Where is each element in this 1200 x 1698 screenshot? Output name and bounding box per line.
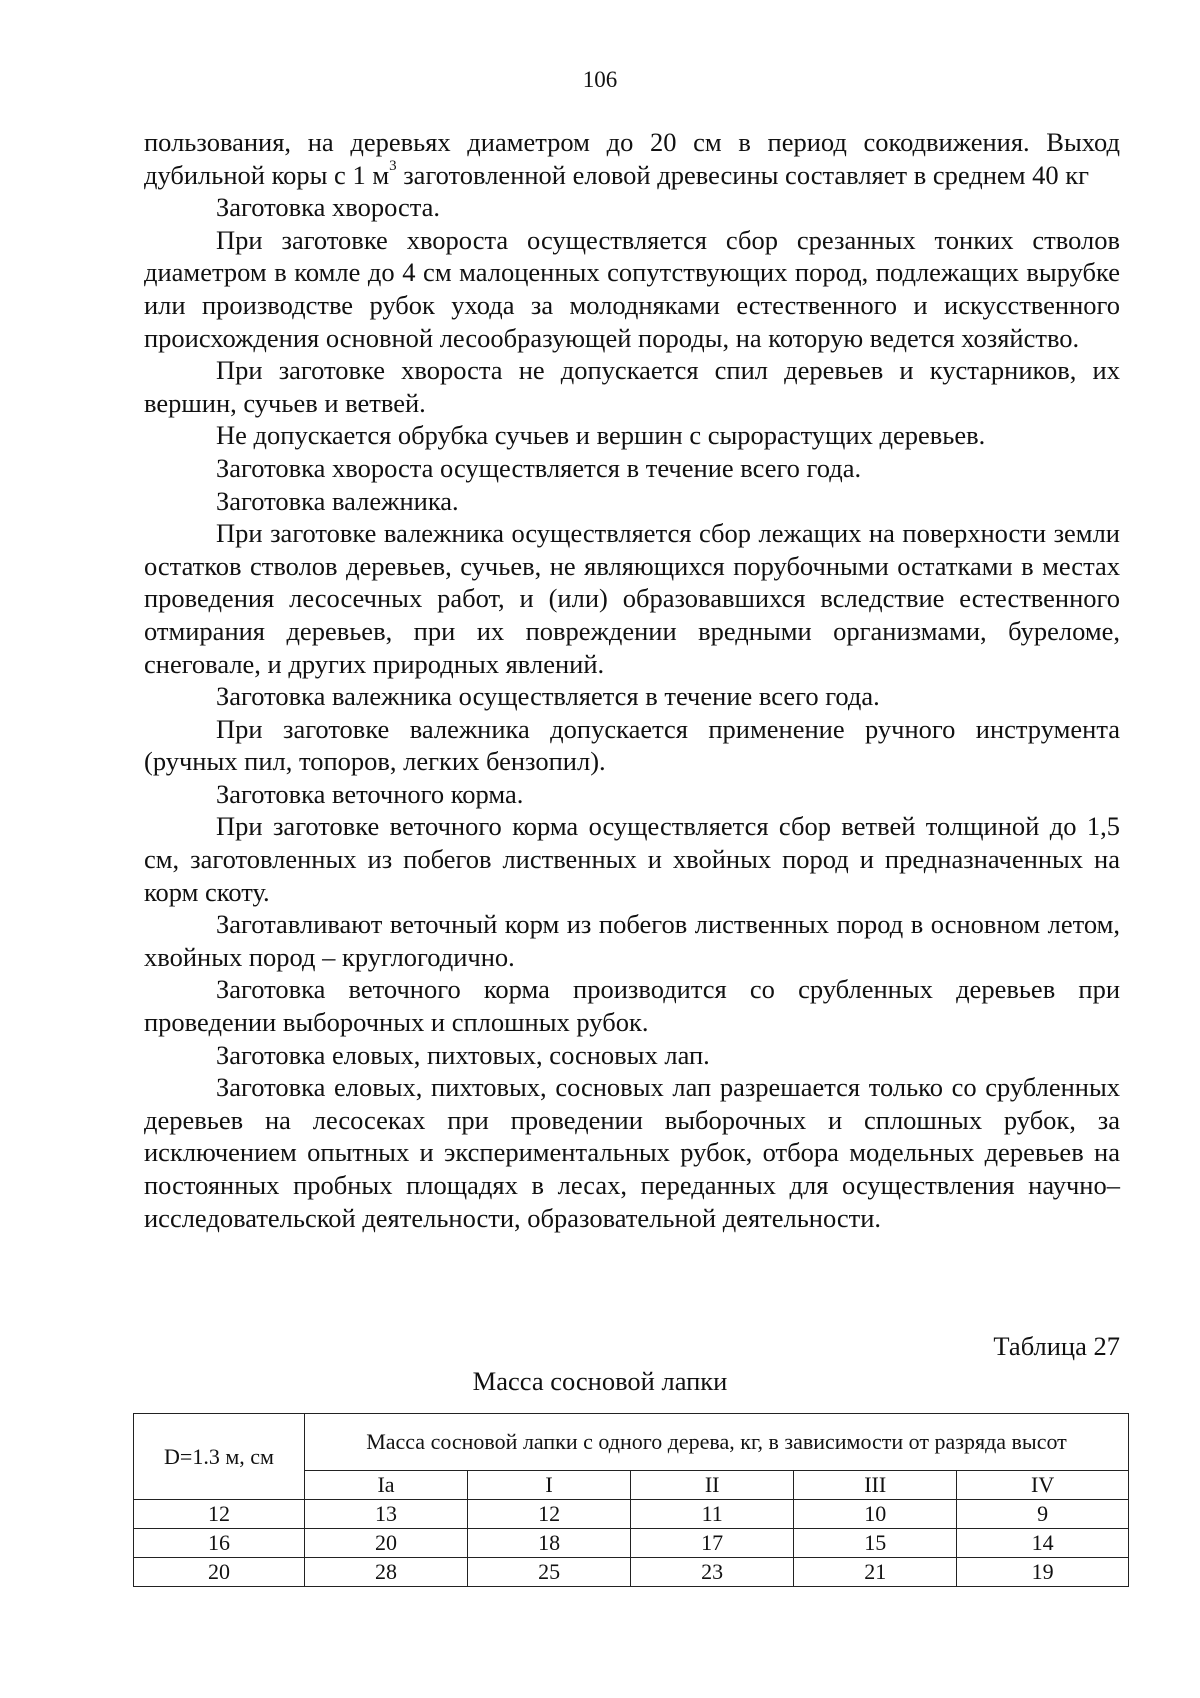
data-table xyxy=(133,1413,1129,1587)
table-header-row xyxy=(134,1414,1129,1471)
paragraph: Заготовка валежника. xyxy=(216,485,459,516)
table-label: Таблица 27 xyxy=(993,1331,1120,1361)
table-header-cell: D=1.3 м, см xyxy=(134,1414,305,1500)
paragraph: Заготовка хвороста. xyxy=(216,192,441,223)
page-number: 106 xyxy=(582,67,618,92)
paragraph: Заготовка еловых, пихтовых, сосновых лап. xyxy=(216,1039,710,1070)
table-row xyxy=(134,1500,1129,1529)
table-row xyxy=(134,1558,1129,1587)
table-cell: 18 xyxy=(468,1529,631,1558)
table-cell: 21 xyxy=(794,1558,957,1587)
table-header-cell: I xyxy=(468,1471,631,1500)
table-cell: 20 xyxy=(134,1558,305,1587)
table-cell: 10 xyxy=(794,1500,957,1529)
table-cell: 19 xyxy=(957,1558,1129,1587)
table-cell: 28 xyxy=(305,1558,468,1587)
table-cell: 13 xyxy=(305,1500,468,1529)
table-row xyxy=(134,1529,1129,1558)
paragraph: Заготовка хвороста осуществляется в течение всего года. xyxy=(216,452,862,483)
table-cell: 14 xyxy=(957,1529,1129,1558)
table-cell: 12 xyxy=(468,1500,631,1529)
paragraph: При заготовке веточного корма осуществляется сбор ветвей толщиной до 1,5 см, заготовленных из побегов лиственных и хвойных пород и предназначенных на корм скоту. xyxy=(144,811,1120,907)
table-cell: 16 xyxy=(134,1529,305,1558)
paragraph: Заготовка веточного корма производится со срубленных деревьев при проведении выборочных и сплошных рубок. xyxy=(144,974,1120,1038)
table-header-cell: III xyxy=(794,1471,957,1500)
superscript: 3 xyxy=(389,157,397,174)
paragraph: Заготовка валежника осуществляется в течение всего года. xyxy=(216,681,880,712)
table-header-cell: Iа xyxy=(305,1471,468,1500)
paragraph: Заготовка еловых, пихтовых, сосновых лап разрешается только со срубленных деревьев на лесосеках при проведении выборочных и сплошных рубок, за исключением опытных и экспериментальных рубок, отбора модельных деревьев на постоянных пробных площадях в лесах, переданных для осуществления научно–исследовательской деятельности, образовательной деятельности. xyxy=(144,1072,1120,1233)
paragraph: При заготовке валежника осуществляется сбор лежащих на поверхности земли остатков стволов деревьев, сучьев, не являющихся порубочными остатками в местах проведения лесосечных работ, и (или) образовавшихся вследствие естественного отмирания деревьев, при их повреждении вредными организмами, буреломе, снеговале, и других природных явлений. xyxy=(144,518,1120,679)
table-cell: 11 xyxy=(631,1500,794,1529)
table-header-cell: IV xyxy=(957,1471,1129,1500)
paragraph: Заготавливают веточный корм из побегов лиственных пород в основном летом, хвойных пород – круглогодично. xyxy=(144,909,1120,972)
paragraph: Заготовка веточного корма. xyxy=(216,778,524,809)
table-header-cell: II xyxy=(631,1471,794,1500)
paragraph: Не допускается обрубка сучьев и вершин с сырорастущих деревьев. xyxy=(216,420,986,451)
body-text xyxy=(144,126,1120,1234)
paragraph: При заготовке хвороста не допускается спил деревьев и кустарников, их вершин, сучьев и ветвей. xyxy=(144,355,1120,418)
table-title: Масса сосновой лапки xyxy=(472,1366,728,1396)
table-cell: 12 xyxy=(134,1500,305,1529)
paragraph: пользования, на деревьях диаметром до 20 см в период сокодвижения. Выход дубильной коры с 1 $м^3$ заготовленной еловой древесины составляет в среднем 40 кг xyxy=(144,127,1120,190)
table-cell: 20 xyxy=(305,1529,468,1558)
table-cell: 23 xyxy=(631,1558,794,1587)
paragraph: При заготовке валежника допускается применение ручного инструмента (ручных пил, топоров, легких бензопил). xyxy=(144,713,1120,777)
table-cell: 25 xyxy=(468,1558,631,1587)
table-cell: 9 xyxy=(957,1500,1129,1529)
table-header-cell: Масса сосновой лапки с одного дерева, кг, в зависимости от разряда высот xyxy=(305,1414,1129,1471)
table-cell: 15 xyxy=(794,1529,957,1558)
table-cell: 17 xyxy=(631,1529,794,1558)
paragraph: При заготовке хвороста осуществляется сбор срезанных тонких стволов диаметром в комле до 4 см малоценных сопутствующих пород, подлежащих вырубке или производстве рубок ухода за молодняками естественного и искусственного происхождения основной лесообразующей породы, на которую ведется хозяйство. xyxy=(144,224,1120,353)
